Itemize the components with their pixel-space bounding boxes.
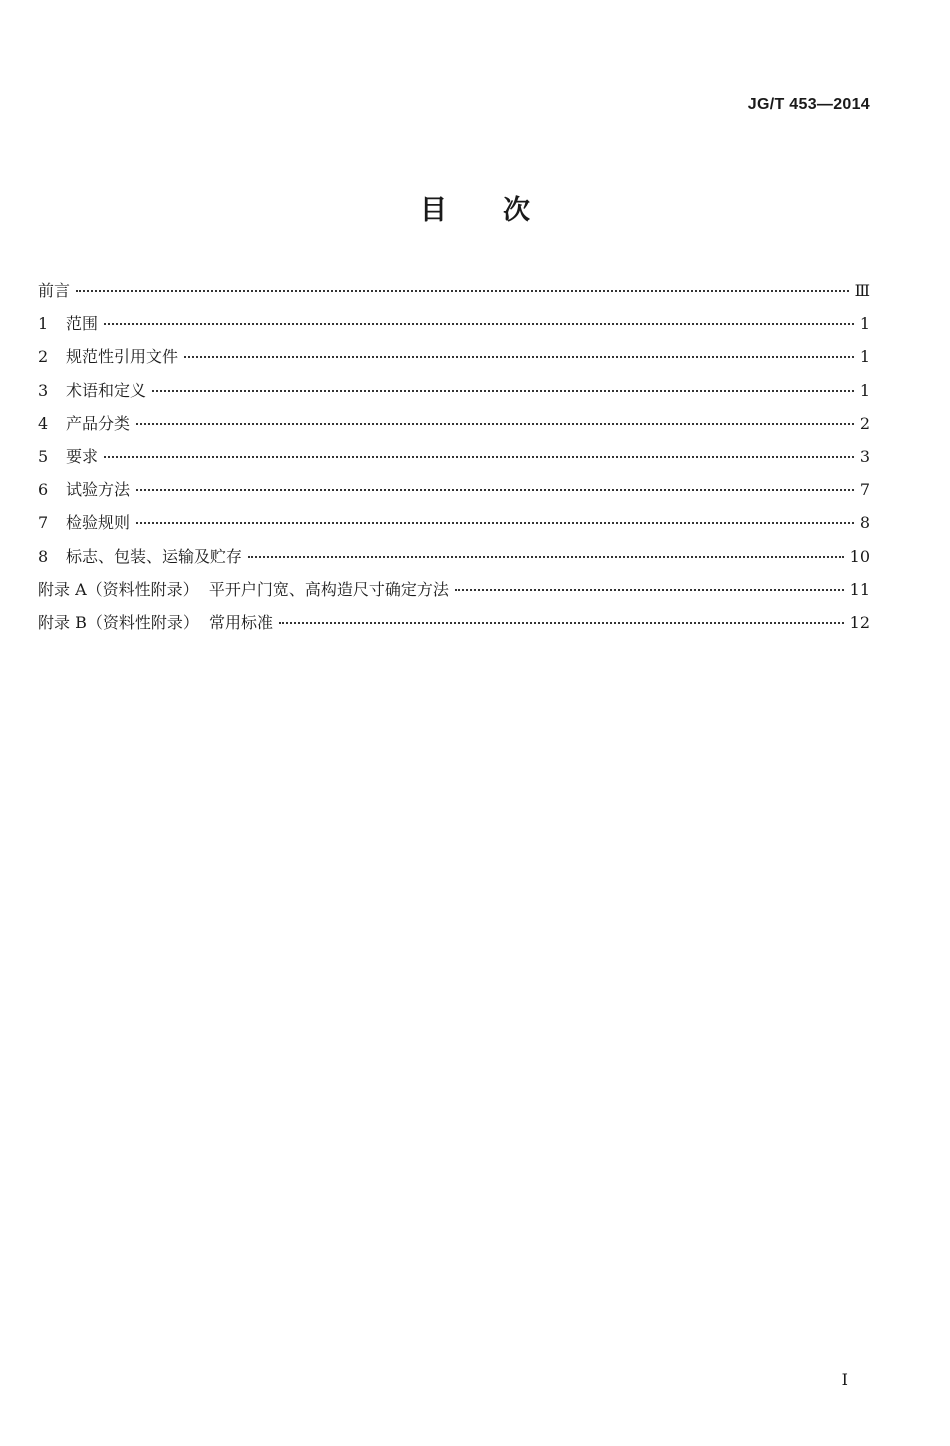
toc-entry-page: 1 (859, 380, 870, 400)
toc-dot-leader (104, 323, 854, 325)
toc-entry-4[interactable] (38, 411, 870, 444)
toc-entry-8[interactable] (38, 544, 870, 577)
toc-dot-leader (136, 489, 854, 491)
toc-entry-7[interactable] (38, 510, 870, 543)
toc-entry-label: 检验规则 (66, 513, 131, 533)
toc-entry-label: 产品分类 (66, 413, 131, 433)
toc-entry-label: 试验方法 (66, 480, 131, 500)
toc-dot-leader (104, 456, 854, 458)
toc-entry-label-group (38, 477, 130, 500)
table-of-contents (38, 278, 870, 643)
toc-entry-number: 5 (38, 446, 49, 466)
toc-entry-6[interactable] (38, 477, 870, 510)
toc-dot-leader (152, 390, 854, 392)
toc-entry-label: 附录 B（资料性附录） 常用标准 (38, 612, 274, 632)
toc-entry-page: 2 (859, 413, 870, 433)
toc-entry-number: 3 (38, 380, 49, 400)
toc-dot-leader (136, 522, 854, 524)
toc-entry-label-group (38, 311, 98, 334)
toc-entry-number: 7 (38, 513, 49, 533)
toc-dot-leader (248, 556, 844, 558)
toc-entry-label-group (38, 411, 130, 434)
toc-entry-page: 7 (859, 480, 870, 500)
standard-code: JG/T 453—2014 (747, 96, 870, 113)
page-number: I (841, 1370, 848, 1389)
toc-entry-label-group (38, 444, 98, 467)
toc-entry-number: 1 (38, 314, 49, 334)
toc-dot-leader (184, 356, 854, 358)
toc-entry-3[interactable] (38, 378, 870, 411)
toc-entry-page: 1 (859, 347, 870, 367)
toc-entry-appendix-b[interactable] (38, 610, 870, 643)
toc-dot-leader (136, 423, 854, 425)
toc-entry-page: 10 (849, 546, 870, 566)
toc-entry-page: Ⅲ (854, 281, 870, 300)
toc-entry-number: 8 (38, 546, 49, 566)
toc-entry-page: 12 (849, 612, 870, 632)
toc-entry-page: 11 (849, 579, 870, 599)
toc-entry-label: 术语和定义 (66, 380, 147, 400)
page-title-char-1: 目 (420, 195, 447, 226)
toc-entry-label: 要求 (66, 446, 99, 466)
toc-entry-2[interactable] (38, 344, 870, 377)
toc-entry-label: 前言 (38, 281, 71, 300)
toc-entry-1[interactable] (38, 311, 870, 344)
toc-entry-number: 6 (38, 480, 49, 500)
toc-dot-leader (76, 290, 849, 292)
toc-entry-foreword[interactable] (38, 278, 870, 311)
toc-entry-label-group (38, 544, 242, 567)
toc-entry-label-group (38, 344, 178, 367)
toc-entry-label: 标志、包装、运输及贮存 (66, 546, 243, 566)
toc-entry-label: 规范性引用文件 (66, 347, 179, 367)
toc-entry-label: 附录 A（资料性附录） 平开户门宽、高构造尺寸确定方法 (38, 579, 449, 599)
toc-entry-5[interactable] (38, 444, 870, 477)
toc-entry-page: 8 (859, 513, 870, 533)
toc-entry-number: 2 (38, 347, 49, 367)
toc-entry-label: 范围 (66, 314, 99, 334)
toc-entry-page: 1 (859, 314, 870, 334)
toc-entry-appendix-a[interactable] (38, 577, 870, 610)
toc-entry-number: 4 (38, 413, 49, 433)
toc-dot-leader (279, 622, 844, 624)
page-title-char-2: 次 (503, 195, 530, 226)
toc-entry-label-group (38, 378, 146, 401)
toc-entry-label-group (38, 510, 130, 533)
page-title (0, 188, 950, 227)
toc-entry-page: 3 (859, 446, 870, 466)
toc-dot-leader (455, 589, 844, 591)
